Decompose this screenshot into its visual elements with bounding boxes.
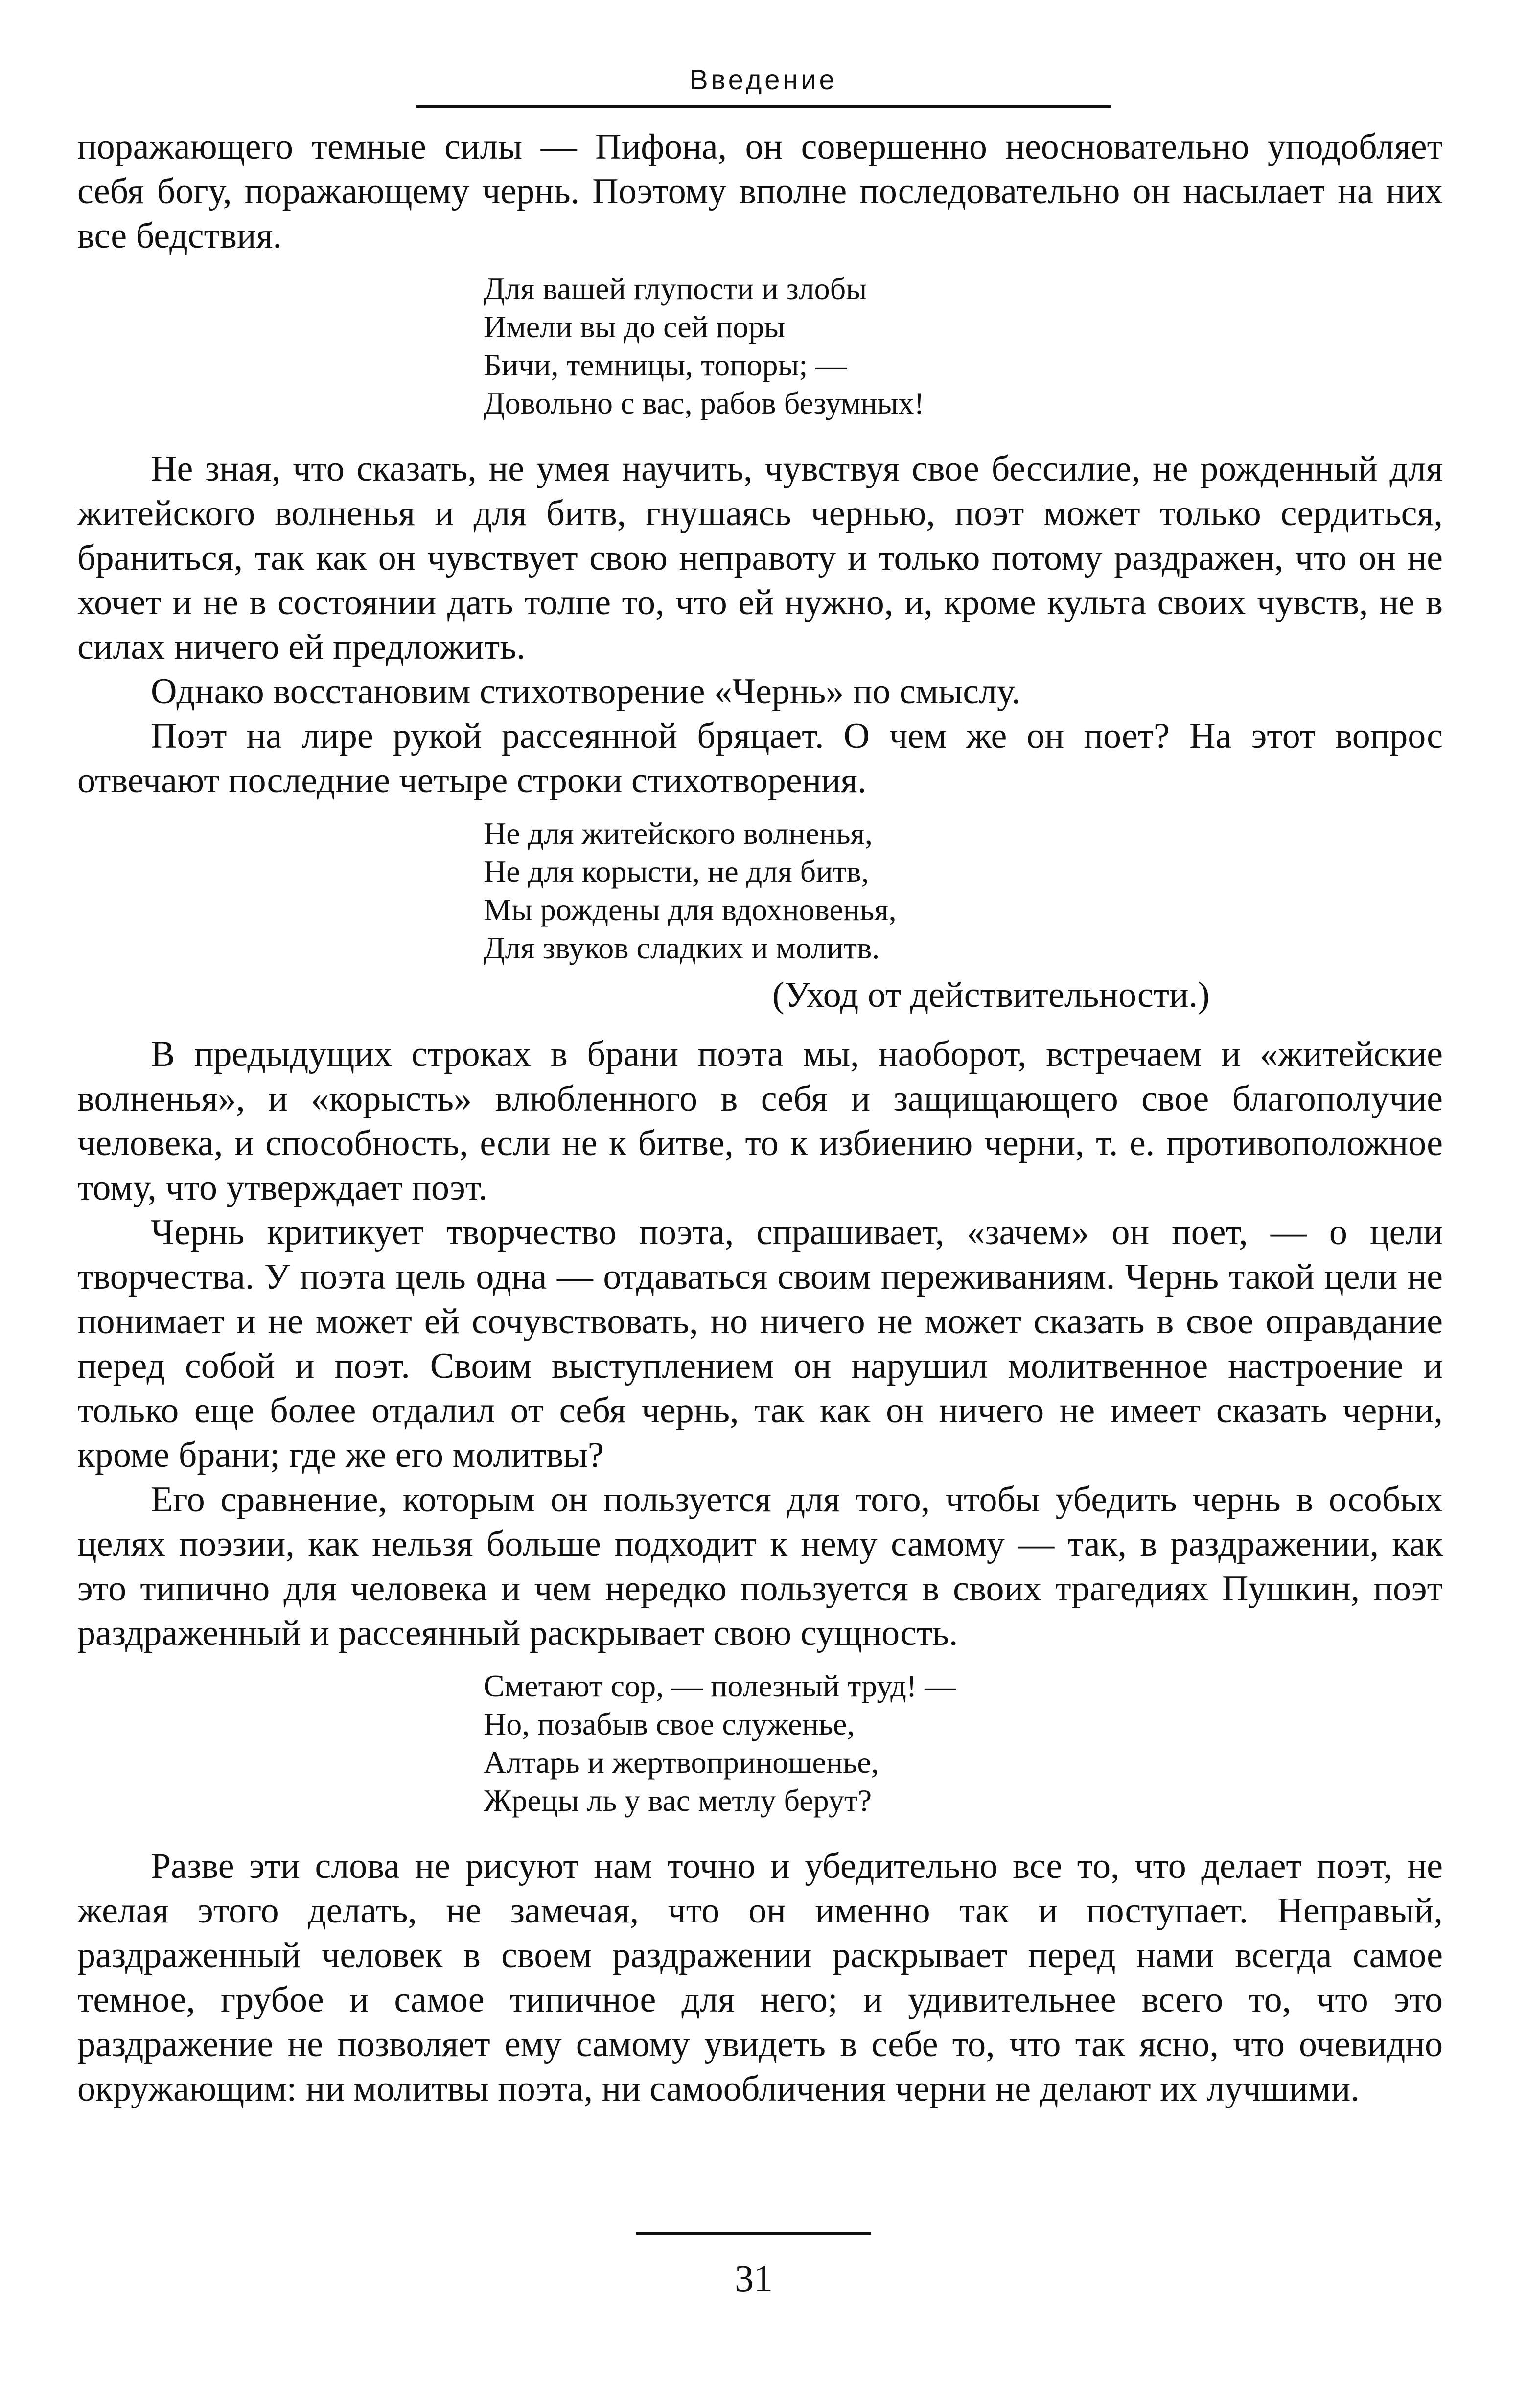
paragraph-3: Однако восстановим стихотворение «Чернь» по смыслу.	[151, 671, 1021, 712]
running-header: Введение	[690, 64, 837, 95]
header-rule	[416, 105, 1111, 108]
verse-quote-1	[484, 270, 1443, 422]
paragraph-2: Не зная, что сказать, не умея научить, чувствуя свое бессилие, не рожденный для житейского волненья и для битв, гнушаясь чернью, поэт может только сердиться, браниться, так как он чувствует свою неправоту и только потому раздражен, что он не хочет и не в состоянии дать толпе то, что ей нужно, и, кроме культа своих чувств, не в силах ничего ей предложить.	[77, 449, 1443, 667]
page-number: 31	[735, 2257, 773, 2299]
paragraph-7: Его сравнение, которым он пользуется для того, чтобы убедить чернь в особых целях поэзии, как нельзя больше подходит к нему самому — так, в раздражении, как это типично для человека и чем нередко пользуется в своих трагедиях Пушкин, поэт раздраженный и рассеянный раскрывает свою сущность.	[77, 1480, 1443, 1653]
verse-line: Но, позабыв свое служенье,	[484, 1707, 855, 1741]
paragraph-5: В предыдущих строках в брани поэта мы, наоборот, встречаем и «житейские волненья», и «корысть» влюбленного в себя и защищающего свое благополучие человека, и способность, если не к битве, то к избиению черни, т. е. противоположное тому, что утверждает поэт.	[77, 1034, 1443, 1208]
verse-line: Сметают сор, — полезный труд! —	[484, 1668, 956, 1703]
verse-quote-2	[484, 814, 1443, 967]
verse-line: Не для житейского волненья,	[484, 816, 873, 851]
paragraph-1: поражающего темные силы — Пифона, он совершенно неосновательно уподобляет себя богу, поражающему чернь. Поэтому вполне последовательно он насылает на них все бедствия.	[77, 127, 1443, 256]
verse-line: Алтарь и жертвоприношенье,	[484, 1745, 879, 1780]
verse-attribution: (Уход от действительности.)	[772, 975, 1210, 1015]
verse-line: Жрецы ль у вас метлу берут?	[484, 1783, 872, 1818]
verse-line: Для звуков сладких и молитв.	[484, 930, 880, 965]
paragraph-6: Чернь критикует творчество поэта, спрашивает, «зачем» он поет, — о цели творчества. У поэта цель одна — отдаваться своим переживаниям. Чернь такой цели не понимает и не может ей сочувствовать, но ничего не может сказать в свое оправдание перед собой и поэт. Своим выступлением он нарушил молитвенное настроение и только еще более отдалил от себя чернь, так как он ничего не имеет сказать черни, кроме брани; где же его молитвы?	[77, 1212, 1443, 1475]
verse-line: Имели вы до сей поры	[484, 309, 786, 344]
verse-line: Не для корысти, не для битв,	[484, 854, 869, 889]
paragraph-8: Разве эти слова не рисуют нам точно и убедительно все то, что делает поэт, не желая этого делать, не замечая, что он именно так и поступает. Неправый, раздраженный человек в своем раздражении раскрывает перед нами всегда самое темное, грубое и самое типичное для него; и удивительнее всего то, что это раздражение не позволяет ему самому увидеть в себе то, что так ясно, что очевидно окружающим: ни молитвы поэта, ни самообличения черни не делают их лучшими.	[77, 1846, 1443, 2109]
paragraph-4: Поэт на лире рукой рассеянной бряцает. О чем же он поет? На этот вопрос отвечают последние четыре строки стихотворения.	[77, 716, 1443, 801]
verse-line: Довольно с вас, рабов безумных!	[484, 386, 925, 420]
verse-line: Мы рождены для вдохновенья,	[484, 892, 897, 927]
page-body	[77, 125, 1443, 2111]
verse-line: Для вашей глупости и злобы	[484, 271, 867, 306]
footer-rule	[636, 2232, 871, 2235]
verse-line: Бичи, темницы, топоры; —	[484, 347, 847, 382]
verse-quote-3	[484, 1667, 1443, 1820]
